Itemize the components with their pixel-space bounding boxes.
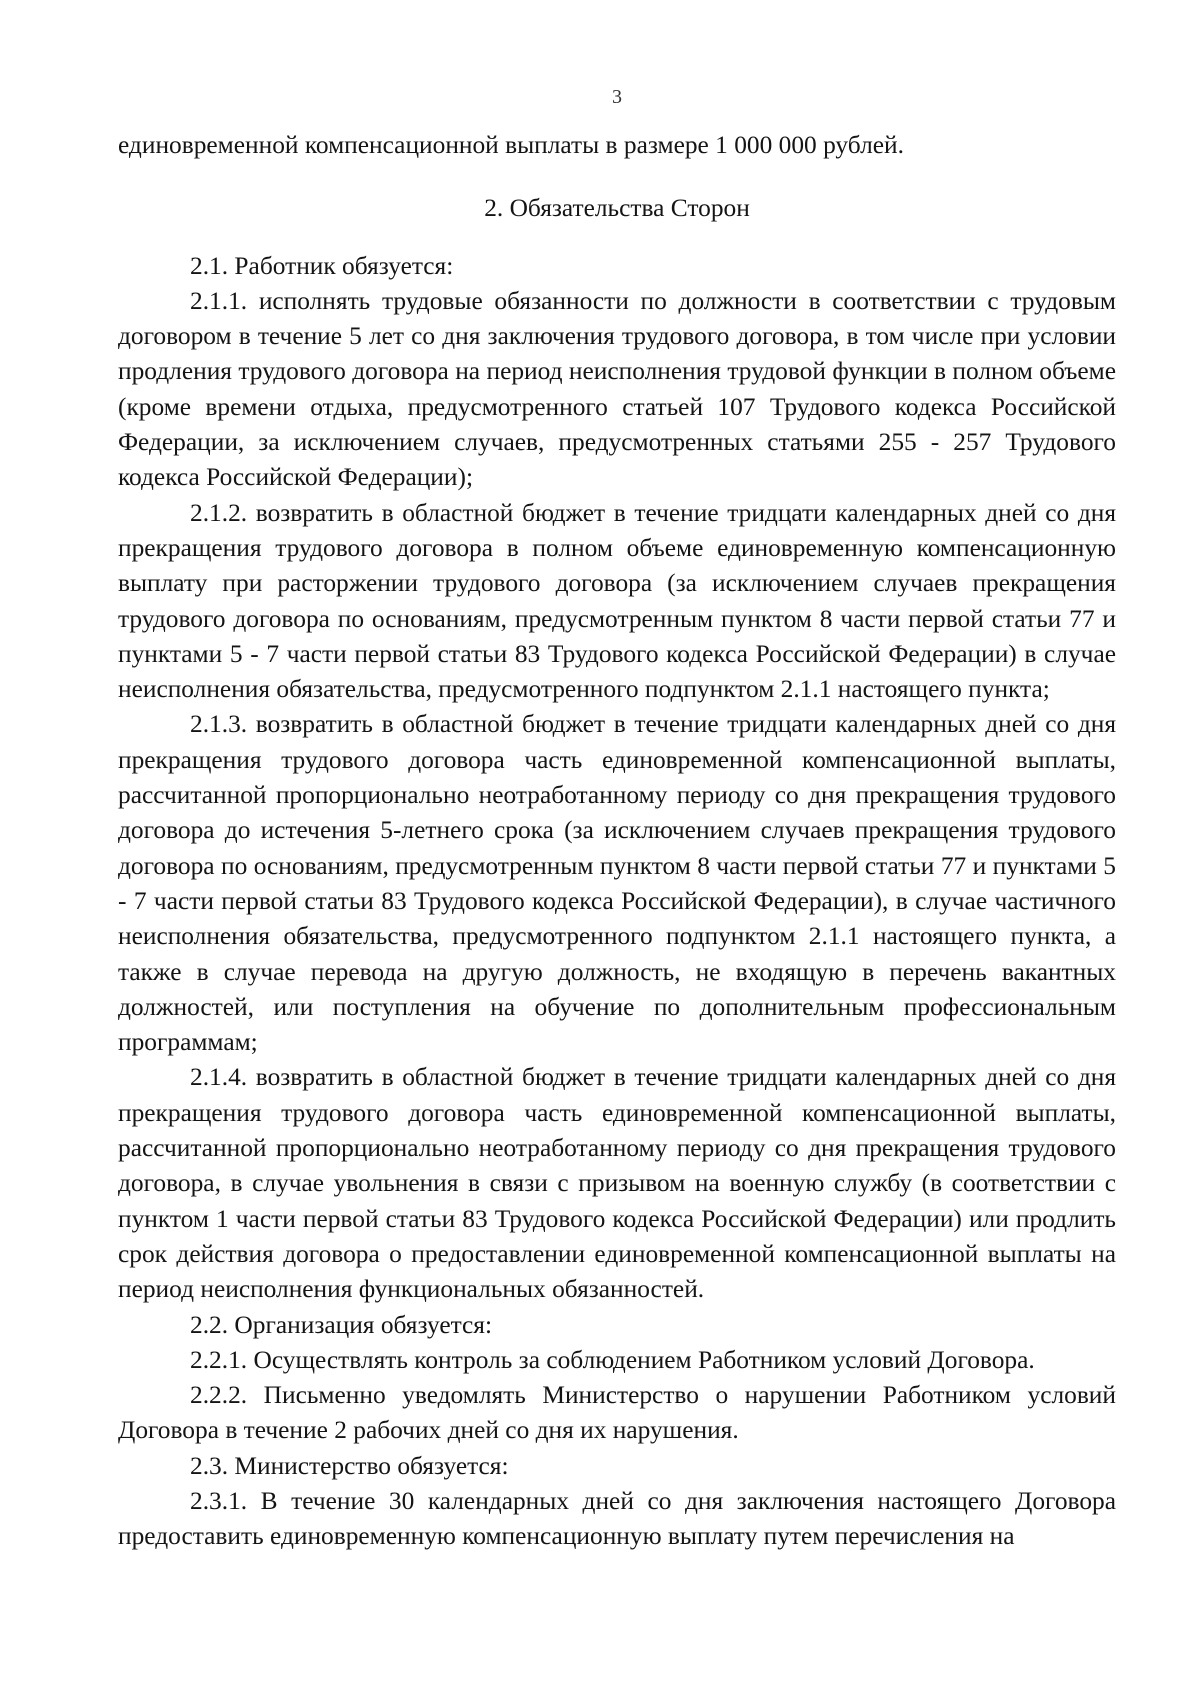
continued-line: единовременной компенсационной выплаты в размере 1 000 000 рублей. <box>118 131 904 159</box>
page-number: 3 <box>612 86 622 108</box>
clause-2-2-1: 2.2.1. Осуществлять контроль за соблюдением Работником условий Договора. <box>190 1345 1035 1374</box>
clause-2-1-1: 2.1.1. исполнять трудовые обязанности по должности в соответствии с трудовым договором в течение 5 лет со дня заключения трудового договора, в том числе при условии продления трудового договора на период неисполнения трудовой функции в полном объеме (кроме времени отдыха, предусмотренного статьей 107 Трудового кодекса Российской Федерации, за исключением случаев, предусмотренных статьями 255 - 257 Трудового кодекса Российской Федерации); <box>118 286 1116 492</box>
clause-2-1-4: 2.1.4. возвратить в областной бюджет в течение тридцати календарных дней со дня прекращения трудового договора часть единовременной компенсационной выплаты, рассчитанной пропорционально неотработанному периоду со дня прекращения трудового договора, в случае увольнения в связи с призывом на военную службу (в соответствии с пунктом 1 части первой статьи 83 Трудового кодекса Российской Федерации) или продлить срок действия договора о предоставлении единовременной компенсационной выплаты на период неисполнения функциональных обязанностей. <box>118 1063 1116 1304</box>
clause-2-1: 2.1. Работник обязуется: <box>190 251 454 280</box>
clause-2-1-3: 2.1.3. возвратить в областной бюджет в течение тридцати календарных дней со дня прекращения трудового договора часть единовременной компенсационной выплаты, рассчитанной пропорционально неотработанному периоду со дня прекращения трудового договора до истечения 5-летнего срока (за исключением случаев прекращения трудового договора по основаниям, предусмотренным пунктом 8 части первой статьи 77 и пунктами 5 - 7 части первой статьи 83 Трудового кодекса Российской Федерации), в случае частичного неисполнения обязательства, предусмотренного подпунктом 2.1.1 настоящего пункта, а также в случае перевода на другую должность, не входящую в перечень вакантных должностей, или поступления на обучение по дополнительным профессиональным программам; <box>118 710 1116 1057</box>
section-heading: 2. Обязательства Сторон <box>484 194 750 223</box>
clause-2-1-2: 2.1.2. возвратить в областной бюджет в течение тридцати календарных дней со дня прекращения трудового договора в полном объеме единовременную компенсационную выплату при расторжении трудового договора (за исключением случаев прекращения трудового договора по основаниям, предусмотренным пунктом 8 части первой статьи 77 и пунктами 5 - 7 части первой статьи 83 Трудового кодекса Российской Федерации) в случае неисполнения обязательства, предусмотренного подпунктом 2.1.1 настоящего пункта; <box>118 498 1116 704</box>
clause-2-2: 2.2. Организация обязуется: <box>190 1310 493 1339</box>
clause-2-3-1: 2.3.1. В течение 30 календарных дней со дня заключения настоящего Договора предоставить единовременную компенсационную выплату путем перечисления на <box>118 1486 1116 1551</box>
clause-2-2-2: 2.2.2. Письменно уведомлять Министерство о нарушении Работником условий Договора в течение 2 рабочих дней со дня их нарушения. <box>118 1381 1116 1445</box>
clause-2-3: 2.3. Министерство обязуется: <box>190 1451 509 1480</box>
document-body <box>118 128 1116 1555</box>
